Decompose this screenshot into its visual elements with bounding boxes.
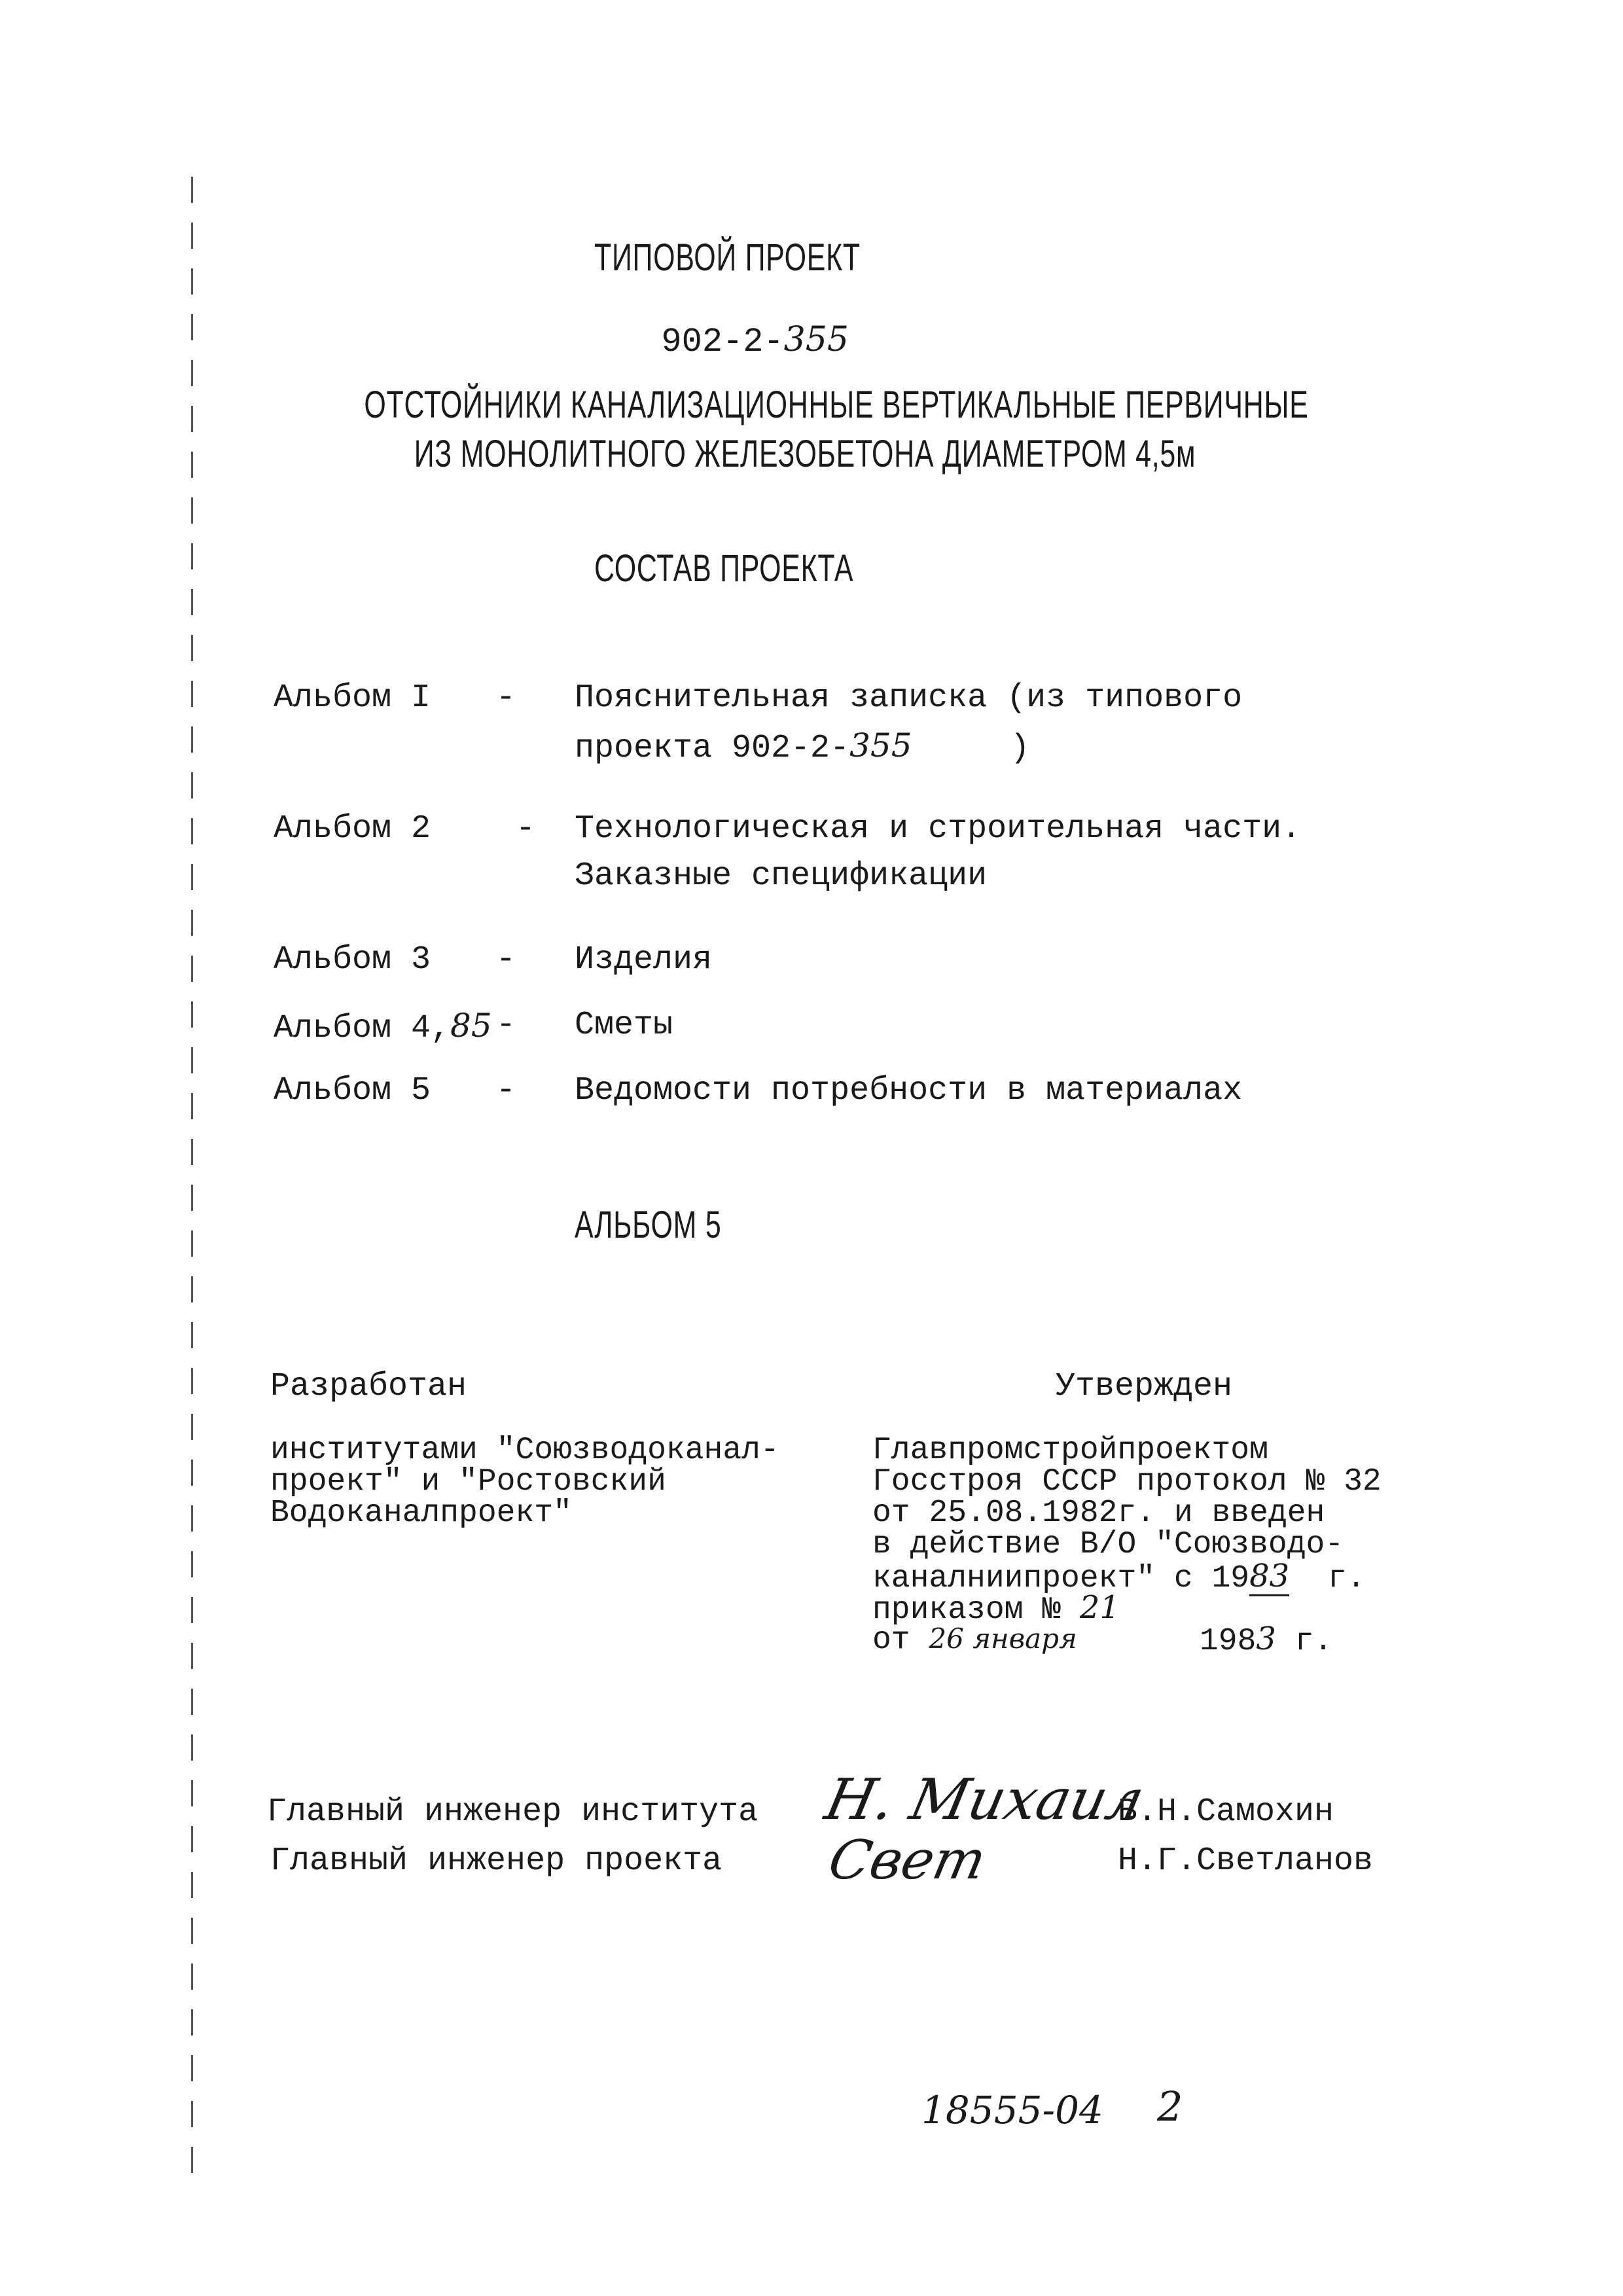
composition-heading: СОСТАВ ПРОЕКТА [594, 547, 854, 590]
album-heading: АЛЬБОМ 5 [575, 1204, 722, 1246]
signature-row-2-signature: Свет [823, 1829, 991, 1892]
album-1-label: Альбом I [274, 679, 431, 717]
footer-number: 18555-04 [921, 2088, 1103, 2132]
album-3-label: Альбом 3 [274, 941, 431, 978]
approved-line-1: Главпромстройпроектом [872, 1433, 1268, 1468]
approved-line-7: от 26 января [872, 1623, 1077, 1658]
signature-row-1-name: В.Н.Самохин [1118, 1793, 1334, 1831]
signature-row-1-title: Главный инженер института [267, 1793, 758, 1831]
approved-heading: Утвержден [1056, 1368, 1233, 1405]
doc-type: ТИПОВОЙ ПРОЕКТ [594, 236, 861, 279]
approved-line-3: от 25.08.1982г. и введен [872, 1496, 1325, 1531]
developed-line-2: проект" и "Ростовский [270, 1464, 666, 1499]
album-5-label: Альбом 5 [274, 1072, 431, 1109]
album-2-line-1: Технологическая и строительная части. [575, 810, 1302, 848]
project-number [620, 281, 849, 361]
approved-handwritten-order: 21 [1079, 1589, 1120, 1626]
approved-line-5: каналниипроект" с 1983 г. [872, 1558, 1366, 1596]
project-number-handwritten: 355 [783, 320, 849, 359]
developed-heading: Разработан [270, 1368, 467, 1405]
title-line-2: ИЗ МОНОЛИТНОГО ЖЕЛЕЗОБЕТОНА ДИАМЕТРОМ 4,5м [414, 433, 1196, 475]
album-1-dash: - [496, 679, 516, 717]
album-5-line-1: Ведомости потребности в материалах [575, 1072, 1243, 1109]
approved-line-6: приказом № 21 [872, 1589, 1120, 1628]
album-2-label: Альбом 2 [274, 810, 431, 848]
album-4-handwritten: 85 [450, 1007, 492, 1045]
album-3-line-1: Изделия [575, 941, 713, 978]
approved-line-4: в действие В/О "Союзводо- [872, 1527, 1344, 1562]
album-1-handwritten-number: 355 [849, 726, 912, 764]
album-1-line-2: проекта 902-2-355 ) [575, 726, 1030, 767]
developed-line-3: Водоканалпроект" [270, 1496, 572, 1531]
signature-row-1-signature: Н. Михаил [819, 1767, 1150, 1833]
album-5-dash: - [496, 1072, 516, 1109]
album-2-dash: - [516, 810, 536, 848]
album-1-line-1: Пояснительная записка (из типового [575, 679, 1243, 717]
footer-page: 2 [1157, 2083, 1183, 2130]
approved-line-2: Госстроя СССР протокол № 32 [872, 1464, 1382, 1499]
approved-handwritten-date: 26 января [929, 1623, 1077, 1655]
approved-line-7-year: 1983 г. [1200, 1621, 1333, 1659]
approved-handwritten-year: 83 [1249, 1558, 1289, 1596]
album-3-dash: - [496, 941, 516, 978]
album-2-line-2: Заказные спецификации [575, 857, 988, 895]
title-line-1: ОТСТОЙНИКИ КАНАЛИЗАЦИОННЫЕ ВЕРТИКАЛЬНЫЕ ПЕРВИЧНЫЕ [364, 384, 1309, 426]
project-number-prefix: 902-2- [661, 323, 784, 361]
signature-row-2-name: Н.Г.Светланов [1118, 1842, 1374, 1880]
album-4-line-1: Сметы [575, 1007, 673, 1044]
signature-row-2-title: Главный инженер проекта [270, 1842, 722, 1880]
album-4-label: Альбом 4,85 [274, 1007, 492, 1047]
binding-edge-line [191, 177, 193, 2173]
album-4-dash: - [496, 1007, 516, 1044]
developed-line-1: институтами "Союзводоканал- [270, 1433, 779, 1468]
